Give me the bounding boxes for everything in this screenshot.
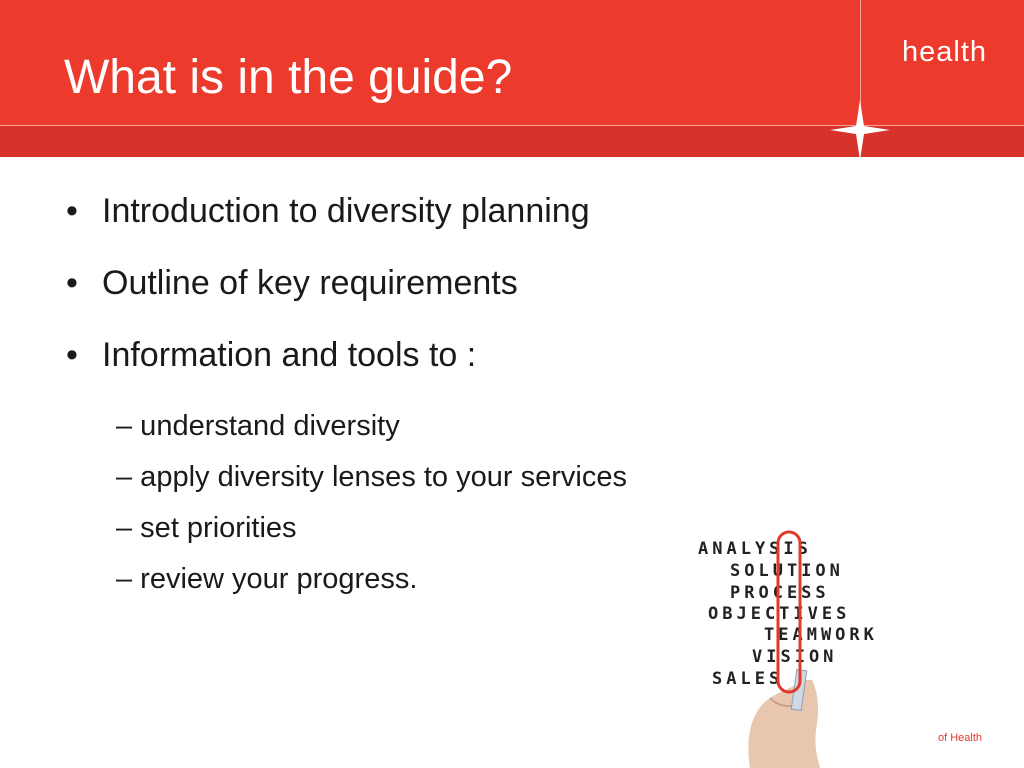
- sub-bullet-item: – review your progress.: [116, 563, 418, 595]
- health-logo: health: [902, 36, 988, 68]
- sub-bullet-item: – apply diversity lenses to your services: [116, 461, 627, 493]
- bullet-text: Information and tools to :: [102, 336, 477, 374]
- footer-text: of Health: [938, 732, 983, 744]
- sparkle-icon: [830, 100, 890, 160]
- puzzle-word: VISION: [752, 647, 838, 667]
- puzzle-word: ANALYSIS: [698, 539, 812, 559]
- slide-title: What is in the guide?: [64, 51, 513, 104]
- bullet-text: Introduction to diversity planning: [102, 192, 590, 230]
- bullet-item: [66, 336, 826, 408]
- sub-bullet-item: – set priorities: [116, 512, 297, 544]
- sub-bullet-item: – understand diversity: [116, 410, 400, 442]
- puzzle-word: SALES: [712, 669, 784, 689]
- bullet-text: Outline of key requirements: [102, 264, 518, 302]
- puzzle-word: TEAMWORK: [764, 625, 878, 645]
- bullet-icon: •: [66, 264, 78, 302]
- bullet-icon: •: [66, 336, 78, 374]
- puzzle-word: SOLUTION: [730, 561, 844, 581]
- bullet-item: [66, 264, 826, 336]
- puzzle-word: OBJECTIVES: [708, 604, 851, 624]
- crossword-photo: [690, 520, 930, 768]
- bullet-icon: •: [66, 192, 78, 230]
- bullet-item: [66, 192, 826, 264]
- puzzle-word: PROCESS: [730, 583, 830, 603]
